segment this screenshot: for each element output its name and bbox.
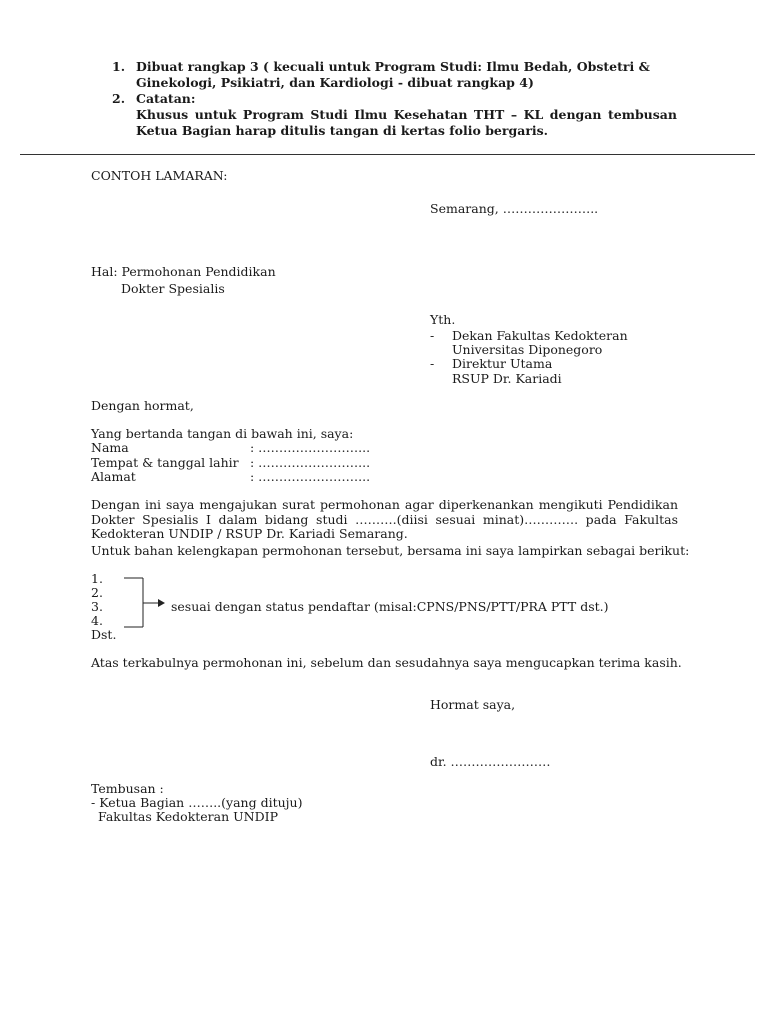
place-date: Semarang, ………………….. [430, 201, 599, 216]
attachment-dst: Dst. [91, 627, 117, 642]
recipient-2-line-1: Direktur Utama [452, 356, 553, 371]
note-1-line-1: Dibuat rangkap 3 ( kecuali untuk Program Studi: Ilmu Bedah, Obstetri & [136, 59, 650, 74]
attachment-intro: Untuk bahan kelengkapan permohonan tersebut, bersama ini saya lampirkan sebagai berikut: [91, 543, 690, 558]
intro-text: Yang bertanda tangan di bawah ini, saya: [91, 426, 354, 441]
note-2-title: Catatan: [136, 91, 196, 106]
recipient-1-line-2: Universitas Diponegoro [452, 342, 603, 357]
signature-name: dr. …………………… [430, 754, 551, 769]
cc-line-2: Fakultas Kedokteran UNDIP [98, 809, 278, 824]
attachment-number-1: 1. [91, 571, 103, 586]
recipient-1-line-1: Dekan Fakultas Kedokteran [452, 328, 628, 343]
subject-line-1: Hal: Permohonan Pendidikan [91, 264, 276, 279]
attachment-number-3: 3. [91, 599, 103, 614]
cc-line-1: - Ketua Bagian ……..(yang dituju) [91, 795, 303, 810]
divider-line [20, 154, 755, 155]
cc-title: Tembusan : [91, 781, 164, 796]
note-2-text: Khusus untuk Program Studi Ilmu Kesehatan THT – KL dengan tembusan Ketua Bagian harap ditulis tangan di kertas folio bergaris. [136, 107, 677, 138]
field-value-alamat: : ……………………... [250, 469, 371, 484]
note-1 [136, 59, 677, 91]
body-paragraph: Dengan ini saya mengajukan surat permohonan agar diperkenankan mengikuti Pendidikan Dokter Spesialis I dalam bidang studi ……….(diisi sesuai minat)…………. pada Fakultas Kedokteran UNDIP / RSUP Dr. Kariadi Semarang. [91, 497, 678, 541]
closing-sentence: Atas terkabulnya permohonan ini, sebelum dan sesudahnya saya mengucapkan terima kasih. [91, 655, 682, 670]
field-value-ttl: : ……………………... [250, 455, 371, 470]
note-2 [136, 91, 677, 139]
subject-line-2: Dokter Spesialis [121, 281, 225, 296]
field-label-nama: Nama [91, 440, 129, 455]
field-value-nama: : ……………………... [250, 440, 371, 455]
greeting: Dengan hormat, [91, 398, 194, 413]
note-1-line-2: Ginekologi, Psikiatri, dan Kardiologi - dibuat rangkap 4) [136, 75, 534, 90]
recipient-yth: Yth. [430, 312, 456, 327]
field-label-alamat: Alamat [91, 469, 136, 484]
letter-heading: CONTOH LAMARAN: [91, 168, 228, 183]
attachment-number-2: 2. [91, 585, 103, 600]
note-1-number: 1. [112, 59, 126, 74]
signature-salutation: Hormat saya, [430, 697, 516, 712]
field-label-ttl: Tempat & tanggal lahir [91, 455, 239, 470]
recipient-dash-1: - [430, 328, 435, 343]
bracket-arrow-icon [118, 572, 168, 632]
recipient-2-line-2: RSUP Dr. Kariadi [452, 371, 562, 386]
attachment-number-4: 4. [91, 613, 103, 628]
attachment-note: sesuai dengan status pendaftar (misal:CPNS/PNS/PTT/PRA PTT dst.) [171, 599, 609, 614]
recipient-dash-2: - [430, 356, 435, 371]
note-2-number: 2. [112, 91, 126, 106]
